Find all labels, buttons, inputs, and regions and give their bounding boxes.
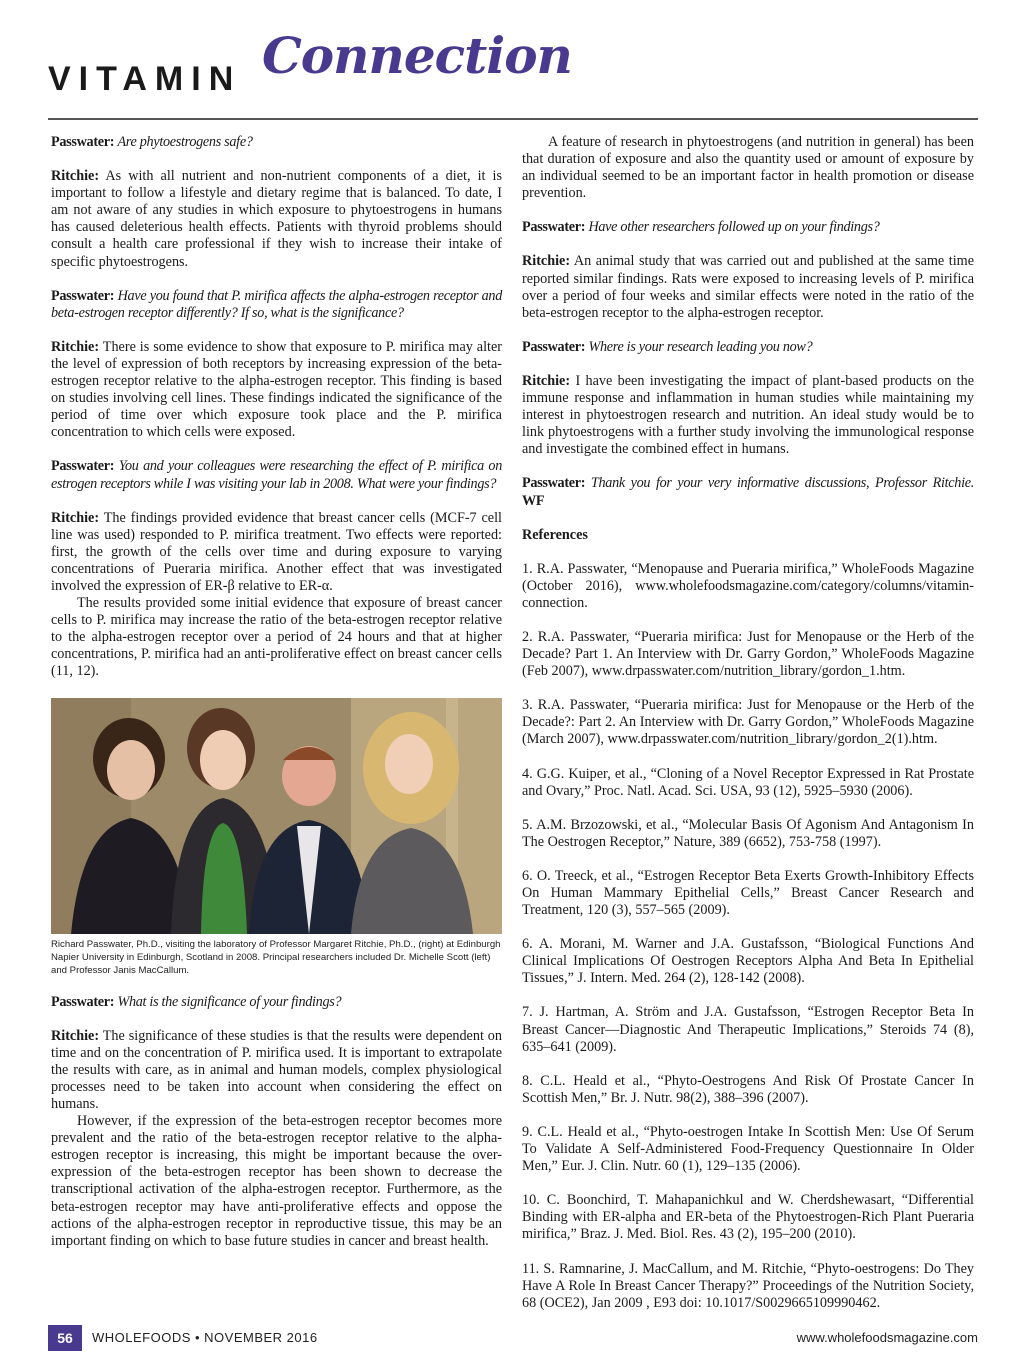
reference-item: 10. C. Boonchird, T. Mahapanichkul and W. Cherdshewasart, “Differential Binding with ER-alpha and ER-beta of the Phytoestrogen-Rich Plant Pueraria mirifica,” Braz. J. Med. Biol. Res. 43 (2), 195–200 (2010).	[522, 1192, 974, 1243]
question-6: Passwater: Where is your research leading you now?	[522, 338, 813, 355]
answer-5: Ritchie: An animal study that was carried out and published at the same time reported similar findings. Rats were exposed to increasing levels of P. mirifica over a period of four weeks and similar effects were noted in the ratio of the beta-estrogen receptor to the alpha-estrogen receptor.	[522, 253, 974, 321]
answer-3-cont: The results provided some initial evidence that exposure of breast cancer cells to P. mirifica may increase the ratio of the beta-estrogen receptor relative to the alpha-estrogen receptor over a period of 24 hours and that at higher concentrations, P. mirifica had an anti-proliferative effect on breast cancer cells (11, 12).	[51, 595, 502, 680]
reference-item: 6. A. Morani, M. Warner and J.A. Gustafsson, “Biological Functions And Clinical Implications Of Oestrogen Receptors Alpha And Beta In Epithelial Tissues,” J. Intern. Med. 264 (2), 128-142 (2008).	[522, 936, 974, 987]
photo-illustration	[51, 698, 502, 934]
question-4: Passwater: What is the significance of your findings?	[51, 993, 342, 1010]
reference-item: 5. A.M. Brzozowski, et al., “Molecular Basis Of Agonism And Antagonism In The Oestrogen Receptor,” Nature, 389 (6652), 753-758 (1997).	[522, 816, 974, 850]
answer-4-cont: However, if the expression of the beta-estrogen receptor becomes more prevalent and the ratio of the beta-estrogen receptor relative to the alpha-estrogen receptor is increasing, this might be important because the over-expression of the beta-estrogen receptor has been shown to decrease the transcriptional activation of the alpha-estrogen receptor. Furthermore, as the beta-estrogen receptor may have anti-proliferative effects and oppose the actions of the alpha-estrogen receptor in reproductive tissue, this may be an important finding on which to base future studies in cancer and breast health.	[51, 1113, 502, 1249]
column-header	[48, 22, 978, 120]
reference-item: 2. R.A. Passwater, “Pueraria mirifica: Just for Menopause or the Herb of the Decade? Part 1. An Interview with Dr. Garry Gordon,” WholeFoods Magazine (Feb 2007), www.drpasswater.com/nutrition_library/gordon_1.htm.	[522, 628, 974, 680]
question-5: Passwater: Have other researchers followed up on your findings?	[522, 219, 880, 236]
header-connection-logo: Connection	[262, 26, 572, 85]
reference-item: 3. R.A. Passwater, “Pueraria mirifica: Just for Menopause or the Herb of the Decade?: Part 2. An Interview with Dr. Garry Gordon,” WholeFoods Magazine (March 2007), www.drpasswater.com/nutrition_library/gordon_2(1).htm.	[522, 697, 974, 748]
reference-item: 9. C.L. Heald et al., “Phyto-oestrogen Intake In Scottish Men: Use Of Serum To Validate A Self-Administered Food-Frequency Questionnaire In Older Men,” Eur. J. Clin. Nutr. 60 (1), 129–135 (2006).	[522, 1123, 974, 1175]
photo-caption: Richard Passwater, Ph.D., visiting the laboratory of Professor Margaret Ritchie, Ph.D., (right) at Edinburgh Napier University in Edinburgh, Scotland in 2008. Principal researchers included Dr. Michelle Scott (left) and Professor Janis MacCallum.	[51, 938, 501, 976]
question-2: Passwater: Have you found that P. mirifica affects the alpha-estrogen receptor and beta-estrogen receptor differently? If so, what is the significance?	[51, 287, 502, 321]
question-1: Passwater: Are phytoestrogens safe?	[51, 134, 253, 150]
right-column	[522, 134, 974, 1329]
header-rule	[48, 118, 978, 120]
reference-item: 4. G.G. Kuiper, et al., “Cloning of a Novel Receptor Expressed in Rat Prostate and Ovary,” Proc. Natl. Acad. Sci. USA, 93 (12), 5925–5930 (2006).	[522, 765, 974, 799]
reference-item: 6. O. Treeck, et al., “Estrogen Receptor Beta Exerts Growth-Inhibitory Effects On Human Mammary Epithelial Cells,” Breast Cancer Research and Treatment, 120 (3), 557–565 (2009).	[522, 867, 974, 919]
reference-item: 1. R.A. Passwater, “Menopause and Pueraria mirifica,” WholeFoods Magazine (October 2016), www.wholefoodsmagazine.com/category/columns/vitamin-connection.	[522, 560, 974, 611]
left-column	[51, 134, 502, 1267]
answer-3: Ritchie: The findings provided evidence that breast cancer cells (MCF-7 cell line was used) responded to P. mirifica treatment. Two effects were reported: first, the growth of the cells over time and during exposure to varying concentrations of Pueraria mirifica. Another effect that was investigated involved the expression of ER-β relative to ER-α.	[51, 509, 502, 594]
references-title: References	[522, 526, 588, 543]
page-footer	[48, 1325, 978, 1351]
page-number: 56	[48, 1325, 82, 1351]
answer-4-end: A feature of research in phytoestrogens (and nutrition in general) has been that duration of exposure and also the quantity used or amount of exposure by an individual seemed to be an important factor in health promotion or disease prevention.	[522, 134, 974, 202]
magazine-issue: WHOLEFOODS • NOVEMBER 2016	[92, 1330, 318, 1345]
answer-6: Ritchie: I have been investigating the impact of plant-based products on the immune response and inflammation in human studies while maintaining my interest in phytoestrogen research and nutrition. An ideal study would be to link phytoestrogens with a further study involving the immunological response and investigate the combined effect in humans.	[522, 372, 975, 458]
answer-1: Ritchie: As with all nutrient and non-nutrient components of a diet, it is important to follow a lifestyle and dietary regime that is balanced. To date, I am not aware of any studies in which exposure to phytoestrogens in humans has caused deleterious health effects. Patients with thyroid problems should consult a health care professional if they wish to increase their intake of specific phytoestrogens.	[51, 168, 502, 270]
answer-2: Ritchie: There is some evidence to show that exposure to P. mirifica may alter the level of expression of both receptors by increasing expression of the beta-estrogen receptor relative to the alpha-estrogen receptor. This finding is based on studies involving cell lines. These findings indicated the significance of the period of time over which exposure took place and the P. mirifica concentration to which cells were exposed.	[51, 338, 503, 441]
closing-remark: Passwater: Thank you for your very informative discussions, Professor Ritchie. WF	[522, 475, 974, 509]
question-3: Passwater: You and your colleagues were researching the effect of P. mirifica on estrogen receptors while I was visiting your lab in 2008. What were your findings?	[51, 458, 502, 492]
reference-item: 11. S. Ramnarine, J. MacCallum, and M. Ritchie, “Phyto-oestrogens: Do They Have A Role In Breast Cancer Therapy?” Proceedings of the Nutrition Society, 68 (OCE2), Jan 2009 , E93 doi: 10.1017/S0029665109990462.	[522, 1260, 974, 1311]
magazine-url[interactable]: www.wholefoodsmagazine.com	[796, 1330, 978, 1345]
answer-4: Ritchie: The significance of these studies is that the results were dependent on time and on the concentration of P. mirifica used. It is important to extrapolate the results with care, as in animal and human models, complex physiological processes need to be taken into account when considering the effect on humans.	[51, 1027, 502, 1112]
group-photo	[51, 698, 502, 934]
reference-item: 7. J. Hartman, A. Ström and J.A. Gustafsson, “Estrogen Receptor Beta In Breast Cancer—Diagnostic And Therapeutic Implications,” Steroids 74 (8), 635–641 (2009).	[522, 1004, 974, 1055]
reference-item: 8. C.L. Heald et al., “Phyto-Oestrogens And Risk Of Prostate Cancer In Scottish Men,” Br. J. Nutr. 98(2), 388–396 (2007).	[522, 1072, 974, 1106]
references-list	[522, 561, 974, 1312]
header-vitamin: VITAMIN	[48, 60, 242, 98]
